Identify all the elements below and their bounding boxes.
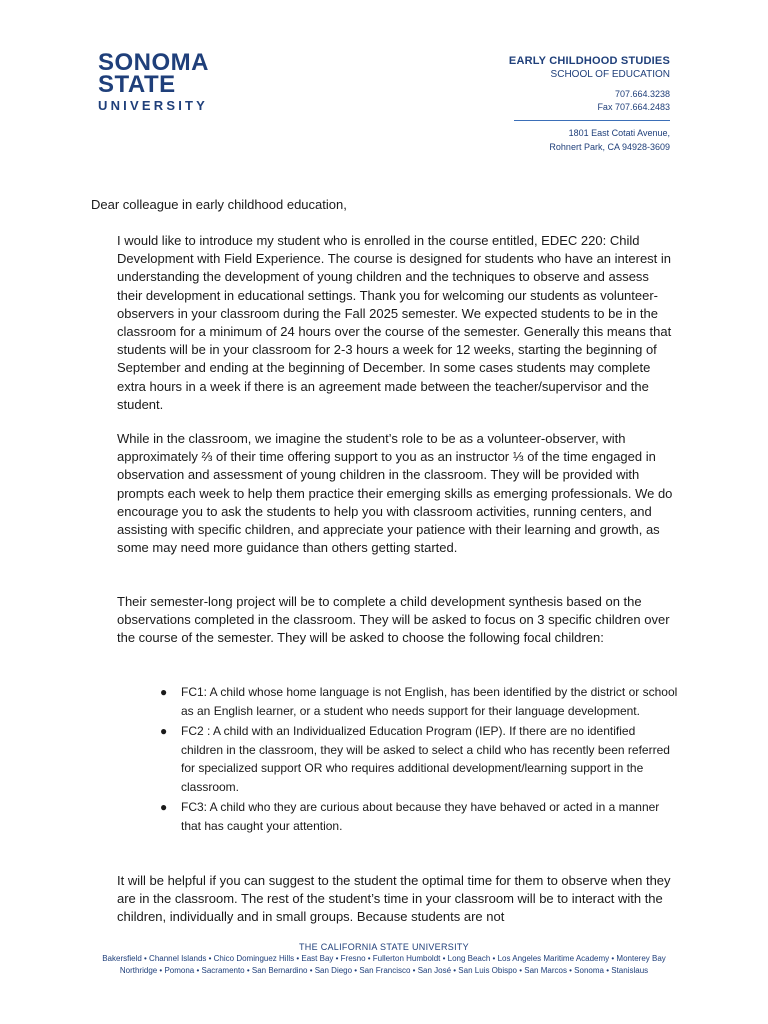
logo-line-sonoma: SONOMA <box>98 49 209 76</box>
logo-line-university: UNIVERSITY <box>98 98 209 113</box>
list-item <box>160 683 680 720</box>
focal-child-fc1: FC1: A child whose home language is not English, has been identified by the district or school as an English learner, or a student who needs support for their language development. <box>181 685 678 718</box>
focal-child-fc2: FC2 : A child with an Individualized Education Program (IEP). If there are no identified children in the classroom, they will be asked to select a child who has recently been referred for specialized support OR who requires additional development/learning support in the classroom. <box>181 724 670 794</box>
university-logo <box>98 49 209 116</box>
address-line-1: 1801 East Cotati Avenue, <box>568 128 670 138</box>
footer <box>60 941 708 977</box>
header-divider <box>514 120 670 121</box>
footer-campuses-line-2: Northridge • Pomona • Sacramento • San Bernardino • San Diego • San Francisco • San José • San Luis Obispo • San Marcos • Sonoma • Stanislaus <box>119 966 649 975</box>
paragraph-introduction: I would like to introduce my student who is enrolled in the course entitled, EDEC 220: Child Development with Field Experience. The course is designed for students who have an interest in understanding the development of young children and the techniques to observe and assess their development in educational settings. Thank you for welcoming our students as volunteer-observers in your classroom during the Fall 2025 semester. We expected students to be in the classroom for a minimum of 24 hours over the course of the semester. Generally this means that students will be in your classroom for 2-3 hours a week for 12 weeks, starting the beginning of September and ending at the beginning of December. In some cases students may complete extra hours in a week if there is an agreement made between the teacher/supervisor and the student. <box>117 233 672 412</box>
school-name: SCHOOL OF EDUCATION <box>550 69 670 80</box>
logo-line-state: STATE <box>98 71 176 98</box>
focal-child-fc3: FC3: A child who they are curious about because they have behaved or acted in a manner that has caught your attention. <box>181 800 660 833</box>
salutation: Dear colleague in early childhood education, <box>91 197 347 212</box>
bullet-icon: ● <box>160 685 168 699</box>
paragraph-student-role: While in the classroom, we imagine the student’s role to be as a volunteer-observer, with approximately ⅔ of their time offering support to you as an instructor ⅓ of the time engaged in observation and assessment of young children in the classroom. They will be provided with prompts each week to help them practice their emerging skills as emerging professionals. We do encourage you to ask the students to help you with classroom activities, running centers, and assisting with specific children, and appreciate your patience with their learning and growth, as some may need more guidance than others getting started. <box>117 431 673 556</box>
department-name: EARLY CHILDHOOD STUDIES <box>508 55 670 67</box>
department-fax: Fax 707.664.2483 <box>597 102 670 112</box>
list-item <box>160 798 680 835</box>
bullet-icon: ● <box>160 800 168 814</box>
department-block <box>509 54 670 114</box>
address-line-2: Rohnert Park, CA 94928-3609 <box>549 142 670 152</box>
paragraph-scheduling: It will be helpful if you can suggest to the student the optimal time for them to observe when they are in the classroom. The rest of the student’s time in your classroom will be to interact with the children, individually and in small groups. Because students are not <box>117 873 671 925</box>
footer-campuses-line-1: Bakersfield • Channel Islands • Chico Dominguez Hills • East Bay • Fresno • Fullerton Humboldt • Long Beach • Los Angeles Maritime Academy • Monterey Bay <box>102 954 666 963</box>
department-phone: 707.664.3238 <box>614 89 670 99</box>
bullet-icon: ● <box>160 724 168 738</box>
paragraph-project: Their semester-long project will be to complete a child development synthesis based on the observations completed in the classroom. They will be asked to focus on 3 specific children over the course of the semester. They will be asked to choose the following focal children: <box>117 594 670 646</box>
list-item <box>160 722 680 796</box>
focal-children-list <box>160 683 680 837</box>
footer-title: THE CALIFORNIA STATE UNIVERSITY <box>299 942 469 952</box>
department-address <box>549 126 670 154</box>
